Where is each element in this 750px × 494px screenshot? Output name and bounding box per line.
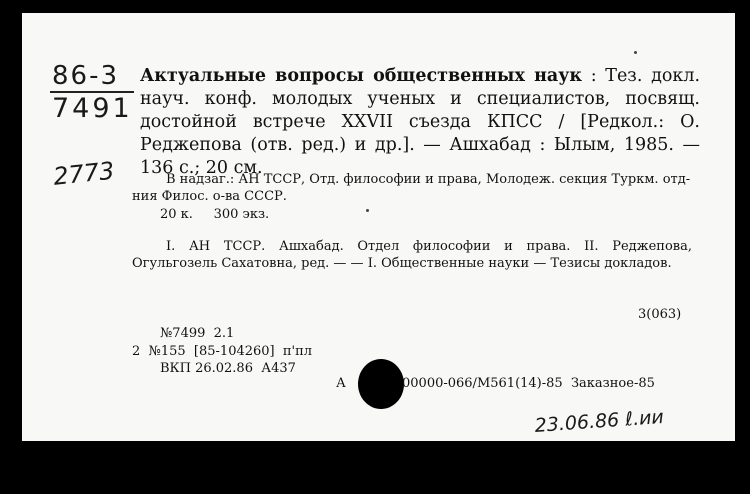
order-number: 00000-066/М561(14)-85 Заказное-85 <box>402 376 655 391</box>
entry-title: Актуальные вопросы общественных наук <box>140 66 583 86</box>
handwritten-shelfmark-top: 86-3 <box>52 61 120 91</box>
handwritten-date-signature: 23.06.86 ℓ.ии <box>534 405 665 437</box>
registration-line-2: 2 №155 [85-104260] п'пл <box>132 344 313 359</box>
handwritten-shelfmark-bottom: 7491 <box>52 93 133 124</box>
registration-line-3: ВКП 26.02.86 А437 <box>160 361 296 376</box>
catalog-card <box>22 13 735 441</box>
heading-note: В надзаг.: АН ТССР, Отд. философии и права, Молодеж. секция Туркм. отд-ния Филос. о-ва СССР. <box>132 172 691 204</box>
ink-blot <box>358 359 404 409</box>
bibliographic-entry <box>140 65 700 180</box>
handwritten-mark: 2773 <box>52 156 116 191</box>
classification-index: 3(063) <box>638 307 682 322</box>
speck <box>634 51 637 54</box>
entry-body: : Тез. докл. науч. конф. молодых ученых и специалистов, посвящ. достойной встрече XXVII съезда КПСС / [Редкол.: О. Реджепова (отв. ред.) и др.]. — Ашхабад : Ылым, 1985. — 136 с.; 20 см. <box>140 66 701 178</box>
price-and-print-run: 20 к. 300 экз. <box>160 207 270 222</box>
order-prefix: А <box>336 376 346 391</box>
speck <box>366 209 369 212</box>
registration-line-1: №7499 2.1 <box>160 326 235 341</box>
tracings: I. АН ТССР. Ашхабад. Отдел философии и права. II. Реджепова, Огульгозель Сахатовна, ред. — — I. Общественные науки — Тезисы докладов. <box>132 239 692 271</box>
